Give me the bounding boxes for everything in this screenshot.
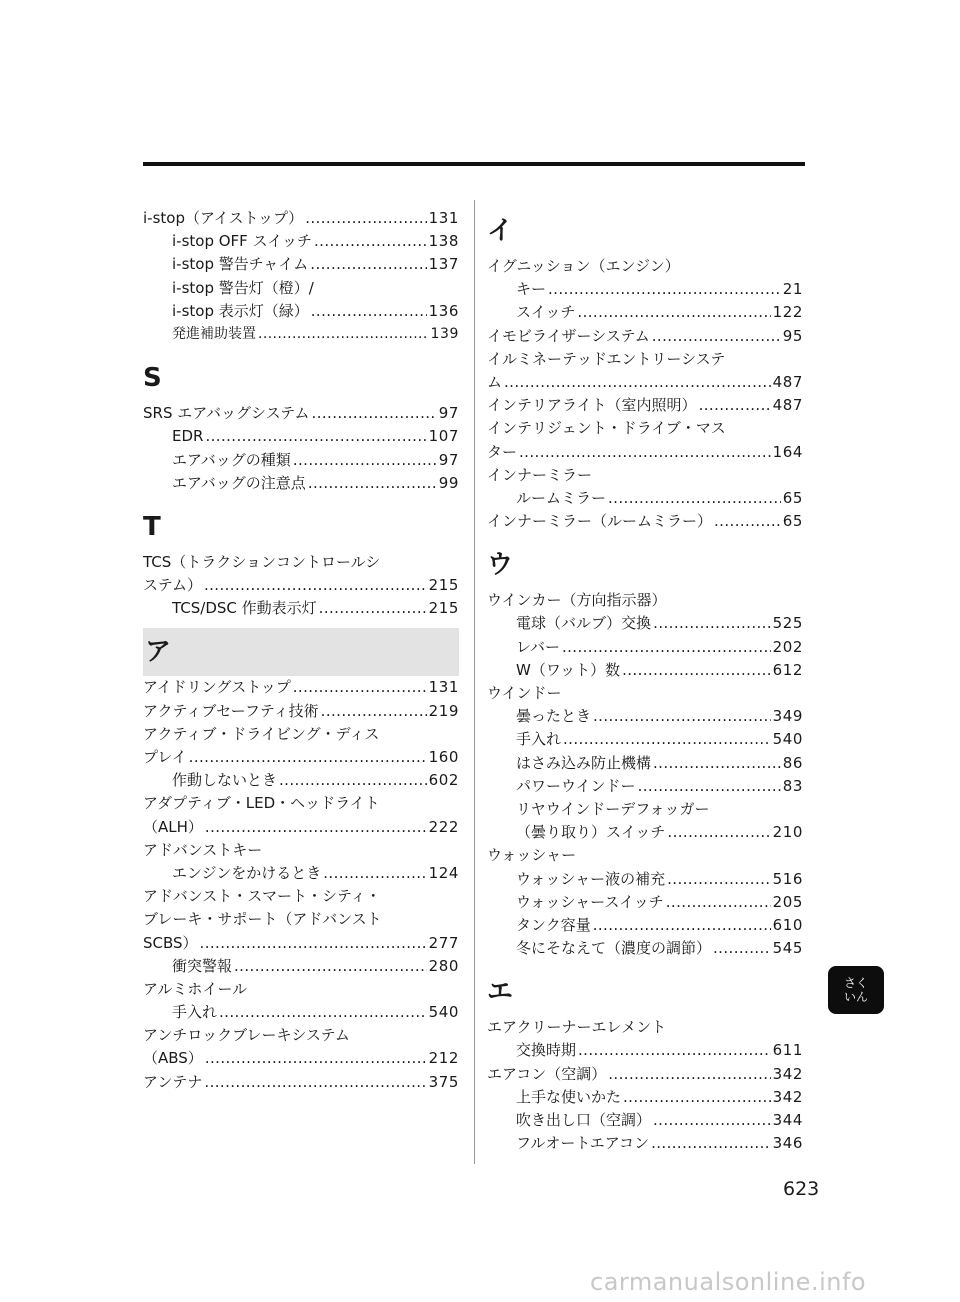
dot-leader bbox=[519, 441, 771, 464]
entry-page-number[interactable]: 487 bbox=[772, 396, 803, 415]
entry-term: （曇り取り）スイッチ bbox=[516, 823, 666, 842]
entry-term: プレイ bbox=[143, 748, 187, 766]
index-entry[interactable] bbox=[487, 510, 803, 533]
entry-term: アルミホイール bbox=[143, 979, 248, 998]
index-subentry[interactable] bbox=[487, 914, 803, 937]
index-entry[interactable] bbox=[143, 700, 459, 723]
entry-page-number[interactable]: 122 bbox=[772, 303, 803, 322]
entry-page-number[interactable]: 277 bbox=[428, 933, 459, 952]
index-entry[interactable] bbox=[143, 746, 459, 769]
entry-page-number[interactable]: 83 bbox=[782, 776, 803, 795]
entry-term: インテリアライト（室内照明） bbox=[487, 396, 697, 415]
section-heading: イ bbox=[487, 216, 514, 246]
entry-page-number[interactable]: 137 bbox=[428, 255, 459, 274]
index-entry[interactable] bbox=[143, 551, 459, 574]
entry-term: （ALH） bbox=[143, 817, 203, 836]
index-tab-line2: いん bbox=[843, 990, 868, 1004]
entry-page-number[interactable]: 342 bbox=[772, 1064, 803, 1083]
dot-leader bbox=[652, 325, 781, 348]
dot-leader bbox=[200, 932, 427, 955]
entry-page-number[interactable]: 131 bbox=[428, 209, 459, 227]
dot-leader bbox=[205, 425, 426, 448]
watermark: carmanualsonline.info bbox=[590, 1268, 867, 1296]
entry-term: i-stop 警告灯（橙）/ bbox=[172, 278, 314, 297]
index-subentry[interactable] bbox=[487, 1109, 803, 1132]
entry-page-number[interactable]: 516 bbox=[772, 869, 803, 888]
entry-page-number[interactable]: 212 bbox=[428, 1049, 459, 1068]
entry-page-number[interactable]: 525 bbox=[772, 614, 803, 633]
entry-term: アドバンストキー bbox=[143, 840, 263, 859]
entry-term: はさみ込み防止機構 bbox=[516, 753, 652, 772]
entry-term: SCBS） bbox=[143, 933, 198, 952]
dot-leader bbox=[593, 705, 771, 728]
dot-leader bbox=[219, 1001, 427, 1024]
entry-page-number[interactable]: 222 bbox=[428, 817, 459, 836]
index-subentry[interactable] bbox=[143, 323, 459, 346]
entry-page-number[interactable]: 99 bbox=[438, 473, 459, 492]
dot-leader bbox=[293, 449, 437, 472]
entry-term: アダプティブ・LED・ヘッドライト bbox=[143, 794, 380, 813]
dot-leader bbox=[653, 752, 781, 775]
index-entry[interactable] bbox=[143, 402, 459, 425]
entry-term: 衝突警報 bbox=[172, 956, 233, 975]
entry-term: ター bbox=[487, 442, 518, 461]
dot-leader bbox=[293, 676, 427, 699]
entry-page-number[interactable]: 610 bbox=[772, 915, 803, 934]
entry-term: 吹き出し口（空調） bbox=[516, 1111, 652, 1129]
entry-term: ム bbox=[487, 372, 503, 391]
entry-term: 手入れ bbox=[172, 1003, 218, 1022]
index-subentry[interactable] bbox=[143, 1001, 459, 1024]
entry-page-number[interactable]: 342 bbox=[772, 1087, 803, 1106]
index-subentry[interactable] bbox=[487, 301, 803, 324]
index-entry[interactable] bbox=[143, 676, 459, 699]
dot-leader bbox=[666, 891, 771, 914]
index-subentry[interactable] bbox=[143, 253, 459, 276]
entry-term: 曇ったとき bbox=[516, 707, 592, 726]
entry-term: インナーミラー（ルームミラー） bbox=[487, 512, 713, 531]
entry-term: 冬にそなえて（濃度の調節） bbox=[516, 939, 712, 958]
dot-leader bbox=[312, 402, 437, 425]
entry-term: イグニッション（エンジン） bbox=[487, 257, 680, 275]
entry-page-number[interactable]: 344 bbox=[772, 1111, 803, 1129]
entry-page-number[interactable]: 131 bbox=[428, 678, 459, 697]
entry-term: ブレーキ・サポート（アドバンスト bbox=[143, 910, 382, 929]
entry-term: エンジンをかけるとき bbox=[172, 863, 322, 882]
index-entry[interactable] bbox=[143, 207, 459, 230]
dot-leader bbox=[279, 769, 427, 792]
index-subentry[interactable] bbox=[487, 278, 803, 301]
entry-page-number[interactable]: 107 bbox=[428, 427, 459, 446]
entry-page-number[interactable]: 215 bbox=[428, 599, 459, 618]
entry-term: 上手な使いかた bbox=[516, 1087, 622, 1106]
index-entry[interactable] bbox=[487, 844, 803, 867]
entry-page-number[interactable]: 124 bbox=[428, 863, 459, 882]
dot-leader bbox=[319, 597, 427, 620]
index-subentry[interactable] bbox=[487, 1132, 803, 1155]
dot-leader bbox=[622, 659, 770, 682]
entry-term: エアクリーナーエレメント bbox=[487, 1018, 667, 1037]
index-tab[interactable] bbox=[828, 966, 884, 1014]
section-heading: ウ bbox=[487, 550, 514, 581]
index-entry[interactable] bbox=[487, 464, 803, 487]
index-entry[interactable] bbox=[487, 255, 803, 278]
entry-page-number[interactable]: 487 bbox=[772, 372, 803, 391]
dot-leader bbox=[667, 821, 770, 844]
index-entry[interactable] bbox=[143, 885, 459, 908]
entry-page-number[interactable]: 65 bbox=[782, 512, 803, 531]
entry-page-number[interactable]: 540 bbox=[772, 730, 803, 749]
index-subentry[interactable] bbox=[487, 612, 803, 635]
entry-term: ルームミラー bbox=[516, 488, 607, 507]
dot-leader bbox=[504, 371, 771, 394]
entry-page-number[interactable]: 65 bbox=[782, 488, 803, 507]
index-subentry[interactable] bbox=[143, 277, 459, 300]
index-entry[interactable] bbox=[143, 908, 459, 931]
entry-page-number[interactable]: 545 bbox=[772, 939, 803, 958]
index-entry[interactable] bbox=[143, 932, 459, 955]
entry-term: アクティブ・ドライビング・ディス bbox=[143, 724, 380, 743]
entry-term: エアコン（空調） bbox=[487, 1064, 607, 1083]
entry-term: ステム） bbox=[143, 576, 202, 595]
index-entry[interactable] bbox=[487, 441, 803, 464]
entry-page-number[interactable]: 346 bbox=[772, 1134, 803, 1153]
entry-term: アドバンスト・スマート・シティ・ bbox=[143, 887, 381, 906]
column-divider bbox=[474, 200, 475, 1164]
entry-page-number[interactable]: 160 bbox=[428, 748, 459, 766]
entry-term: エアバッグの注意点 bbox=[172, 473, 306, 492]
index-entry[interactable] bbox=[487, 371, 803, 394]
index-entry[interactable] bbox=[487, 348, 803, 371]
index-tab-line1: さく bbox=[843, 976, 868, 990]
entry-page-number[interactable]: 210 bbox=[772, 823, 803, 842]
entry-term: 作動しないとき bbox=[172, 771, 278, 790]
entry-term: パワーウインドー bbox=[516, 776, 636, 795]
entry-term: i-stop（アイストップ） bbox=[143, 209, 304, 227]
entry-term: TCS（トラクションコントロールシ bbox=[143, 552, 381, 571]
dot-leader bbox=[310, 253, 426, 276]
index-subentry[interactable] bbox=[487, 1039, 803, 1062]
index-subentry[interactable] bbox=[487, 891, 803, 914]
entry-term: 手入れ bbox=[516, 730, 562, 749]
index-subentry[interactable] bbox=[487, 487, 803, 510]
entry-term: スイッチ bbox=[516, 303, 576, 322]
index-subentry[interactable] bbox=[487, 705, 803, 728]
index-subentry[interactable] bbox=[143, 472, 459, 495]
entry-page-number[interactable]: 611 bbox=[772, 1041, 803, 1060]
dot-leader bbox=[562, 636, 771, 659]
dot-leader bbox=[714, 510, 781, 533]
entry-page-number[interactable]: 97 bbox=[438, 450, 459, 469]
entry-term: ウインカー（方向指示器） bbox=[487, 591, 667, 610]
dot-leader bbox=[323, 862, 426, 885]
index-subentry[interactable] bbox=[143, 300, 459, 323]
index-subentry[interactable] bbox=[487, 636, 803, 659]
dot-leader bbox=[189, 746, 427, 769]
index-subentry[interactable] bbox=[487, 659, 803, 682]
entry-term: イモビライザーシステム bbox=[487, 326, 650, 345]
index-entry[interactable] bbox=[487, 682, 803, 705]
top-rule bbox=[143, 162, 805, 166]
dot-leader bbox=[205, 816, 427, 839]
dot-leader bbox=[314, 230, 427, 253]
index-entry[interactable] bbox=[143, 839, 459, 862]
dot-leader bbox=[608, 1063, 770, 1086]
entry-page-number[interactable]: 21 bbox=[782, 280, 803, 299]
entry-term: i-stop OFF スイッチ bbox=[172, 232, 312, 251]
index-column-left bbox=[143, 207, 459, 1094]
dot-leader bbox=[578, 1039, 771, 1062]
dot-leader bbox=[258, 323, 428, 346]
index-subentry[interactable] bbox=[143, 230, 459, 253]
entry-term: SRS エアバッグシステム bbox=[143, 404, 310, 423]
index-entry[interactable] bbox=[487, 1063, 803, 1086]
index-subentry[interactable] bbox=[143, 862, 459, 885]
dot-leader bbox=[311, 300, 427, 323]
dot-leader bbox=[623, 1086, 771, 1109]
entry-term: 発進補助装置 bbox=[172, 325, 256, 342]
dot-leader bbox=[305, 207, 426, 230]
entry-term: TCS/DSC 作動表示灯 bbox=[172, 599, 317, 618]
dot-leader bbox=[653, 1109, 771, 1132]
index-subentry[interactable] bbox=[487, 1086, 803, 1109]
index-entry[interactable] bbox=[143, 723, 459, 746]
index-subentry[interactable] bbox=[487, 798, 803, 821]
dot-leader bbox=[204, 1071, 426, 1094]
index-entry[interactable] bbox=[487, 1016, 803, 1039]
entry-term: アンチロックブレーキシステム bbox=[143, 1026, 350, 1045]
entry-page-number[interactable]: 349 bbox=[772, 707, 803, 726]
dot-leader bbox=[667, 868, 770, 891]
section-heading: T bbox=[143, 511, 161, 542]
dot-leader bbox=[234, 955, 427, 978]
index-subentry[interactable] bbox=[487, 728, 803, 751]
index-entry[interactable] bbox=[143, 1047, 459, 1070]
entry-term: ウォッシャースイッチ bbox=[516, 892, 664, 911]
page-number: 623 bbox=[783, 1178, 820, 1200]
index-entry[interactable] bbox=[143, 792, 459, 815]
dot-leader bbox=[577, 301, 770, 324]
entry-page-number[interactable]: 164 bbox=[772, 442, 803, 461]
entry-term: イルミネーテッドエントリーシステ bbox=[487, 349, 726, 368]
entry-page-number[interactable]: 97 bbox=[438, 404, 459, 423]
entry-page-number[interactable]: 219 bbox=[428, 701, 459, 720]
dot-leader bbox=[651, 1132, 771, 1155]
entry-term: インナーミラー bbox=[487, 465, 593, 484]
entry-term: ウォッシャー bbox=[487, 846, 577, 865]
dot-leader bbox=[321, 700, 427, 723]
entry-term: リヤウインドーデフォッガー bbox=[516, 799, 710, 818]
entry-term: 電球（バルブ）交換 bbox=[516, 614, 652, 633]
entry-term: i-stop 表示灯（緑） bbox=[172, 301, 309, 320]
section-heading: エ bbox=[487, 977, 514, 1008]
dot-leader bbox=[204, 574, 427, 597]
dot-leader bbox=[548, 278, 781, 301]
dot-leader bbox=[593, 914, 771, 937]
index-entry[interactable] bbox=[143, 816, 459, 839]
index-column-right bbox=[487, 207, 803, 1155]
entry-term: アイドリングストップ bbox=[143, 678, 291, 697]
index-entry[interactable] bbox=[143, 1024, 459, 1047]
index-entry[interactable] bbox=[143, 1071, 459, 1094]
entry-term: エアバッグの種類 bbox=[172, 450, 291, 469]
index-entry[interactable] bbox=[487, 325, 803, 348]
entry-term: 交換時期 bbox=[516, 1041, 577, 1060]
entry-page-number[interactable]: 86 bbox=[782, 753, 803, 772]
entry-page-number[interactable]: 375 bbox=[428, 1072, 459, 1091]
index-subentry[interactable] bbox=[143, 425, 459, 448]
dot-leader bbox=[608, 487, 781, 510]
dot-leader bbox=[638, 775, 781, 798]
dot-leader bbox=[308, 472, 437, 495]
index-subentry[interactable] bbox=[143, 955, 459, 978]
entry-term: EDR bbox=[172, 427, 204, 446]
dot-leader bbox=[713, 937, 771, 960]
entry-term: インテリジェント・ドライブ・マス bbox=[487, 419, 726, 438]
index-entry[interactable] bbox=[487, 394, 803, 417]
entry-page-number[interactable]: 280 bbox=[428, 956, 459, 975]
entry-page-number[interactable]: 136 bbox=[428, 301, 459, 320]
dot-leader bbox=[653, 612, 770, 635]
index-entry[interactable] bbox=[143, 574, 459, 597]
entry-term: キー bbox=[516, 280, 547, 299]
entry-term: アンテナ bbox=[143, 1072, 203, 1091]
entry-page-number[interactable]: 95 bbox=[782, 326, 803, 345]
entry-term: （ABS） bbox=[143, 1049, 203, 1068]
index-subentry[interactable] bbox=[487, 937, 803, 960]
entry-page-number[interactable]: 138 bbox=[428, 232, 459, 251]
entry-page-number[interactable]: 205 bbox=[772, 892, 803, 911]
dot-leader bbox=[563, 728, 771, 751]
index-subentry[interactable] bbox=[487, 868, 803, 891]
entry-term: ウインドー bbox=[487, 684, 562, 702]
index-subentry[interactable] bbox=[487, 752, 803, 775]
entry-page-number[interactable]: 612 bbox=[772, 660, 803, 679]
section-heading: S bbox=[143, 363, 162, 394]
entry-page-number[interactable]: 540 bbox=[428, 1003, 459, 1022]
index-subentry[interactable] bbox=[143, 597, 459, 620]
entry-term: W（ワット）数 bbox=[516, 660, 621, 679]
entry-term: タンク容量 bbox=[516, 915, 591, 934]
index-subentry[interactable] bbox=[487, 821, 803, 844]
entry-page-number[interactable]: 202 bbox=[772, 637, 803, 656]
entry-page-number[interactable]: 139 bbox=[430, 325, 459, 342]
entry-page-number[interactable]: 602 bbox=[428, 771, 459, 790]
index-subentry[interactable] bbox=[487, 775, 803, 798]
entry-term: i-stop 警告チャイム bbox=[172, 255, 309, 274]
entry-term: レバー bbox=[516, 637, 560, 656]
entry-term: フルオートエアコン bbox=[516, 1134, 650, 1153]
index-entry[interactable] bbox=[143, 978, 459, 1001]
section-heading: ア bbox=[143, 628, 459, 676]
dot-leader bbox=[205, 1047, 427, 1070]
index-subentry[interactable] bbox=[143, 449, 459, 472]
index-entry[interactable] bbox=[487, 589, 803, 612]
index-subentry[interactable] bbox=[143, 769, 459, 792]
index-entry[interactable] bbox=[487, 417, 803, 440]
entry-page-number[interactable]: 215 bbox=[428, 576, 459, 595]
dot-leader bbox=[699, 394, 771, 417]
entry-term: アクティブセーフティ技術 bbox=[143, 701, 319, 720]
entry-term: ウォッシャー液の補充 bbox=[516, 869, 666, 888]
